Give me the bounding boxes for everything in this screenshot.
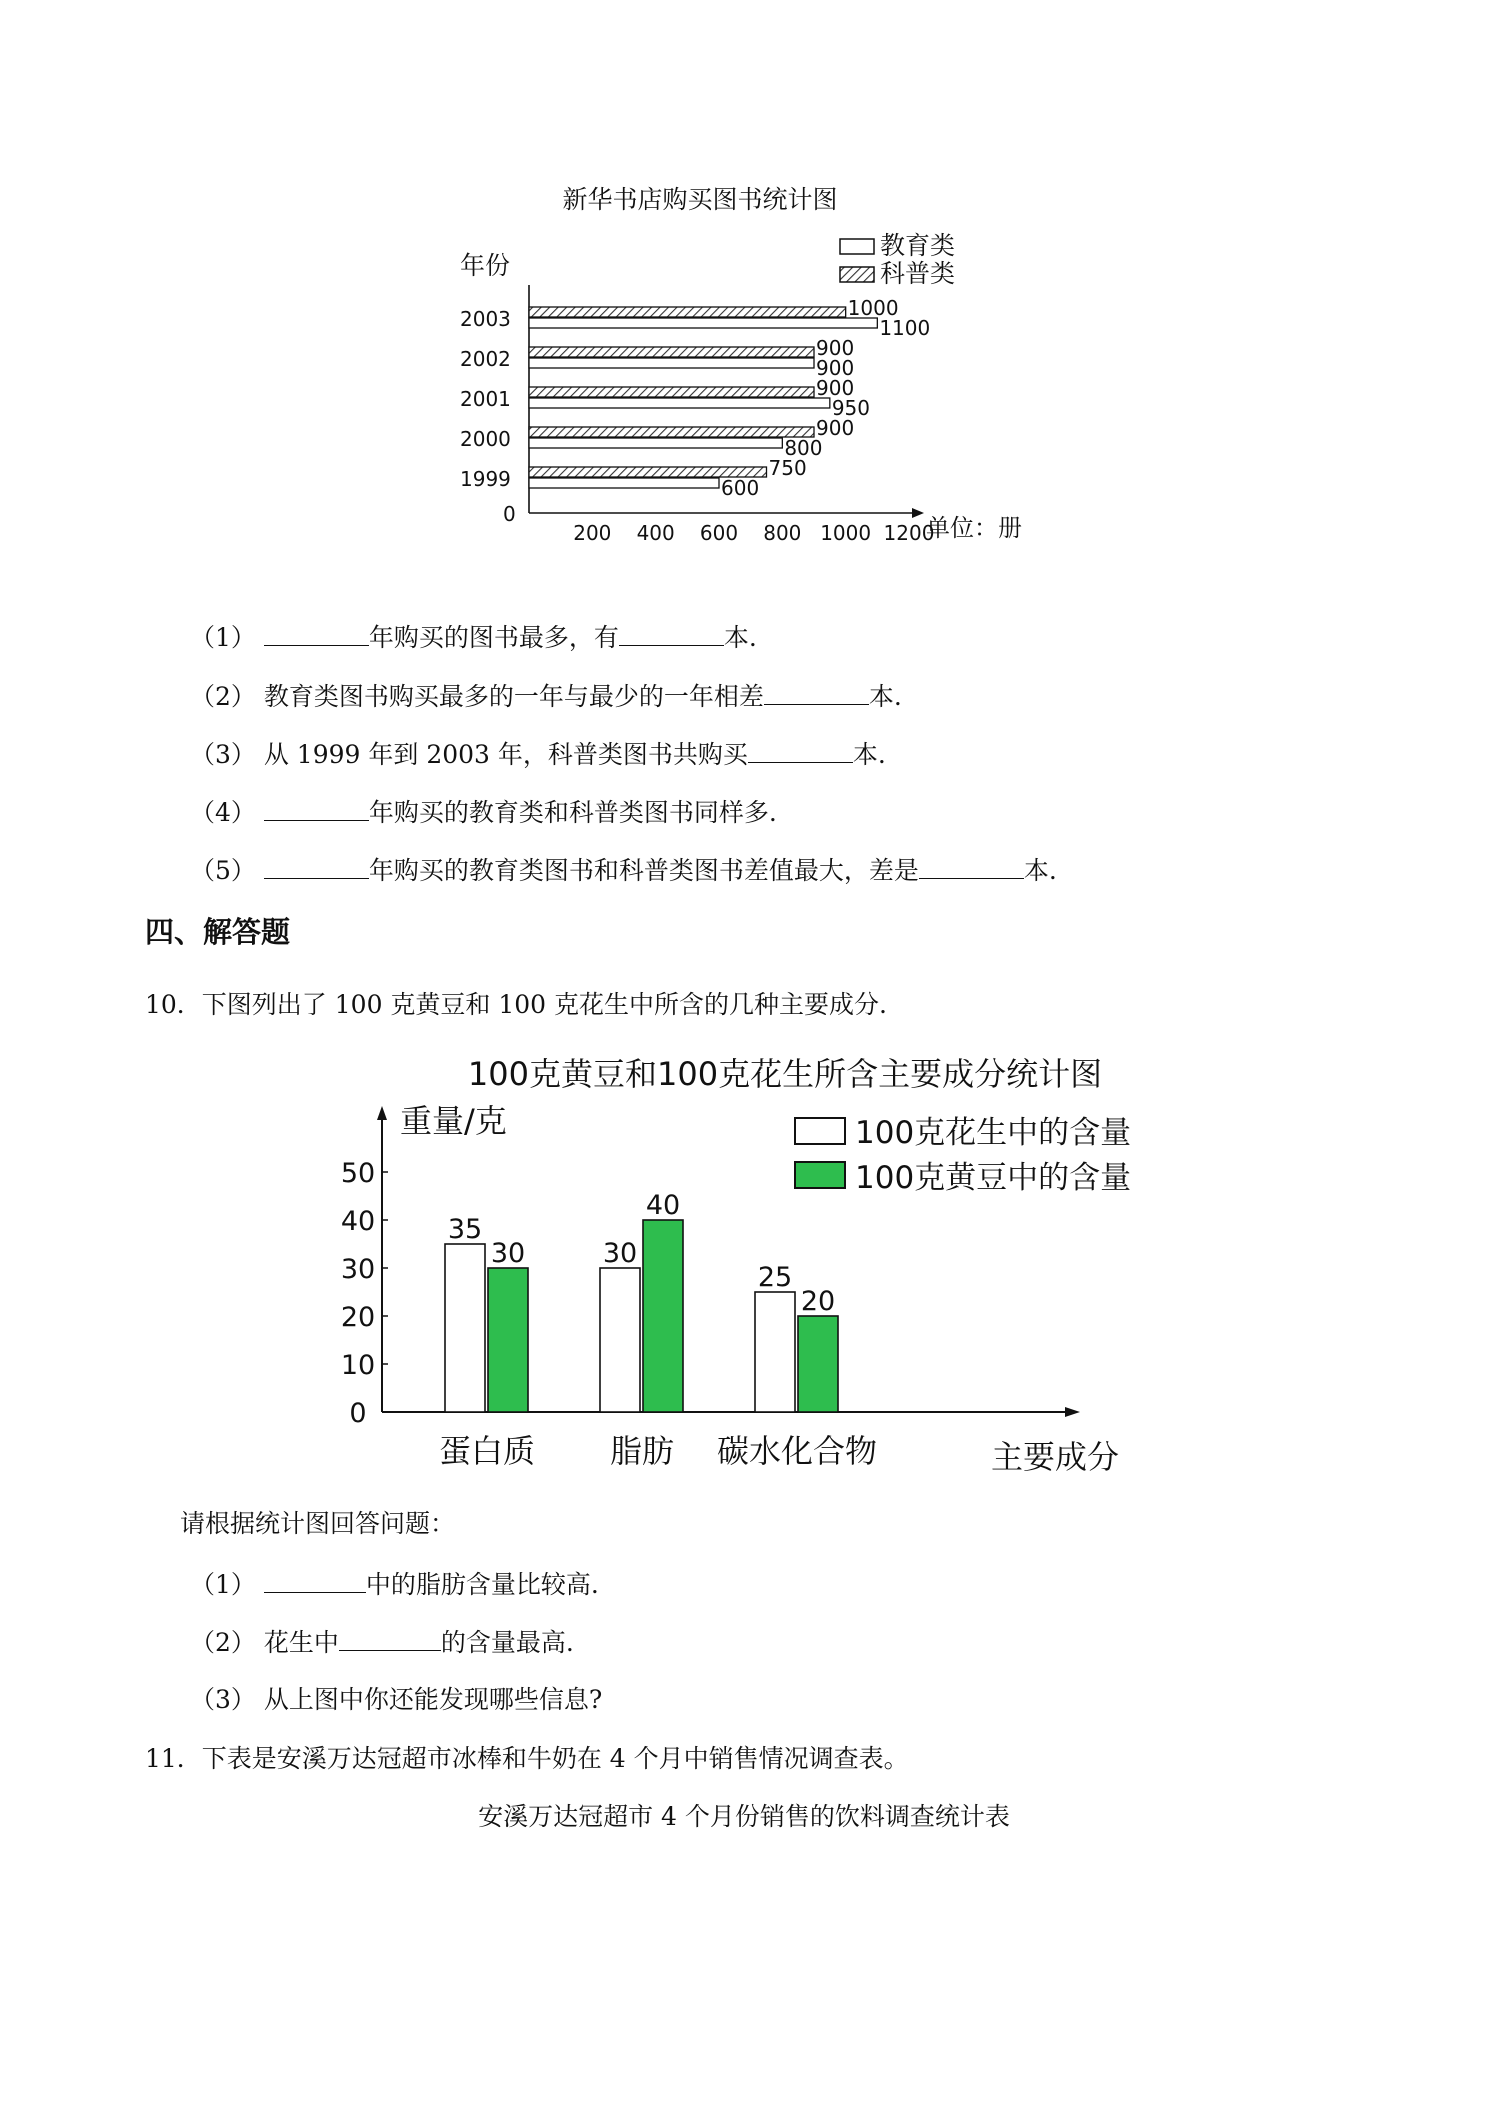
chart2-value-label-peanut: 25 (757, 1262, 793, 1293)
chart1-unit-label: 单位：册 (926, 514, 1022, 542)
chart1-bar-education (529, 478, 719, 488)
nutrient-chart (320, 1040, 1180, 1500)
chart1-x-tick: 200 (573, 521, 612, 545)
legend-education-label: 教育类 (880, 231, 956, 260)
section-title: 四、解答题 (145, 915, 291, 949)
item-number: （3） (190, 1685, 256, 1714)
legend-science-label: 科普类 (880, 259, 956, 288)
chart2-category-label: 脂肪 (609, 1432, 675, 1470)
chart1-value-label-science: 900 (816, 416, 855, 440)
chart1-x-tick: 400 (636, 521, 675, 545)
chart2-bar-soybean (643, 1220, 683, 1412)
question-10-item (190, 1566, 599, 1602)
item-text: 本. (1023, 856, 1057, 885)
chart1-category-label: 2000 (460, 427, 511, 451)
chart2-bar-peanut (445, 1244, 485, 1412)
item-number: （2） (190, 682, 256, 711)
chart2-y-tick-label: 30 (340, 1254, 376, 1285)
answer-blank[interactable] (264, 794, 369, 821)
chart2-value-label-soybean: 30 (490, 1238, 526, 1269)
chart1-x-tick: 600 (699, 521, 739, 545)
chart1-title: 新华书店购买图书统计图 (562, 185, 838, 214)
chart2-category-label: 碳水化合物 (716, 1432, 878, 1470)
item-number: （1） (190, 1570, 256, 1599)
item-number: （3） (190, 740, 256, 769)
question-11-table-title: 安溪万达冠超市 4 个月份销售的饮料调查统计表 (478, 1802, 1010, 1831)
question-10-item (190, 1624, 574, 1660)
chart1-x-tick: 1200 (883, 521, 935, 545)
chart1-category-label: 2001 (460, 387, 511, 411)
chart2-bar-soybean (488, 1268, 528, 1412)
chart2-bar-peanut (600, 1268, 640, 1412)
chart2-title: 100克黄豆和100克花生所含主要成分统计图 (467, 1055, 1103, 1093)
chart1-value-label-education: 600 (721, 476, 760, 500)
chart1-category-label: 2003 (460, 307, 511, 331)
item-text: 花生中 (263, 1628, 339, 1657)
chart1-value-label-science: 750 (768, 456, 807, 480)
question-9-item (190, 619, 757, 655)
answer-blank[interactable] (748, 736, 853, 763)
question-10-intro: 10．下图列出了 100 克黄豆和 100 克花生中所含的几种主要成分. (145, 990, 887, 1019)
chart1-origin-label: 0 (503, 502, 516, 526)
legend-peanut-label: 100克花生中的含量 (855, 1115, 1132, 1151)
chart1-value-label-education: 1100 (879, 316, 931, 340)
chart1-bar-education (529, 398, 830, 408)
chart1-bar-science (529, 427, 814, 437)
item-number: （4） (190, 798, 256, 827)
chart2-y-tick-label: 40 (340, 1206, 376, 1237)
chart2-y-axis-arrow (377, 1106, 387, 1120)
chart1-bar-science (529, 347, 814, 357)
legend-science-swatch (840, 267, 874, 282)
chart1-x-tick: 800 (763, 521, 802, 545)
answer-blank[interactable] (264, 619, 369, 646)
chart1-value-label-education: 950 (831, 396, 871, 420)
item-text: 年购买的教育类和科普类图书同样多. (368, 798, 777, 827)
chart2-value-label-peanut: 30 (602, 1238, 638, 1269)
legend-soybean-swatch (795, 1162, 845, 1188)
chart1-x-tick: 1000 (820, 521, 872, 545)
chart2-y-tick-label: 50 (340, 1158, 376, 1189)
chart2-y-tick-label: 0 (349, 1398, 367, 1429)
chart1-bar-education (529, 318, 877, 328)
chart2-y-tick-label: 10 (340, 1350, 376, 1381)
chart1-bar-science (529, 387, 814, 397)
chart2-x-axis-arrow (1065, 1407, 1080, 1417)
chart1-ylabel: 年份 (460, 251, 511, 280)
item-text: 本. (852, 740, 886, 769)
answer-blank[interactable] (764, 678, 869, 705)
chart2-category-label: 蛋白质 (438, 1432, 536, 1470)
answer-blank[interactable] (919, 852, 1024, 879)
answer-blank[interactable] (264, 852, 369, 879)
chart2-value-label-peanut: 35 (447, 1214, 483, 1245)
legend-education-swatch (840, 239, 874, 254)
legend-peanut-swatch (795, 1118, 845, 1144)
chart2-xlabel: 主要成分 (990, 1438, 1120, 1476)
item-text: 本. (723, 623, 757, 652)
item-text: 本. (868, 682, 902, 711)
question-11-intro: 11．下表是安溪万达冠超市冰棒和牛奶在 4 个月中销售情况调查表。 (145, 1744, 909, 1773)
chart1-value-label-science: 1000 (847, 296, 899, 320)
question-10-prompt: 请根据统计图回答问题： (180, 1509, 456, 1538)
item-text: 中的脂肪含量比较高. (365, 1570, 599, 1599)
item-number: （5） (190, 856, 256, 885)
item-text: 年购买的教育类图书和科普类图书差值最大，差是 (368, 856, 919, 885)
chart1-value-label-science: 900 (816, 376, 855, 400)
chart2-y-tick-label: 20 (340, 1302, 376, 1333)
question-9-item (190, 678, 902, 714)
item-text: 的含量最高. (440, 1628, 574, 1657)
item-text: 教育类图书购买最多的一年与最少的一年相差 (263, 682, 764, 711)
question-9-item (190, 794, 777, 830)
item-number: （1） (190, 623, 256, 652)
answer-blank[interactable] (619, 619, 724, 646)
chart1-bar-education (529, 358, 814, 368)
chart1-category-label: 2002 (460, 347, 511, 371)
chart1-bar-education (529, 438, 782, 448)
chart1-bar-science (529, 307, 846, 317)
chart2-ylabel: 重量/克 (400, 1102, 507, 1140)
chart1-x-axis-arrow (912, 508, 924, 518)
question-9-item (190, 736, 886, 772)
answer-blank[interactable] (264, 1566, 366, 1593)
item-text: 年购买的图书最多，有 (368, 623, 619, 652)
chart1-value-label-education: 900 (816, 356, 855, 380)
item-text: 从 1999 年到 2003 年，科普类图书共购买 (263, 740, 748, 769)
chart1-value-label-education: 800 (784, 436, 823, 460)
chart1-value-label-science: 900 (816, 336, 855, 360)
item-number: （2） (190, 1628, 256, 1657)
chart2-bar-soybean (798, 1316, 838, 1412)
question-9-item (190, 852, 1057, 888)
chart2-value-label-soybean: 20 (800, 1286, 836, 1317)
chart2-bar-peanut (755, 1292, 795, 1412)
answer-blank[interactable] (339, 1624, 441, 1651)
chart1-category-label: 1999 (460, 467, 511, 491)
item-text: 从上图中你还能发现哪些信息? (263, 1685, 603, 1714)
book-purchase-chart (440, 170, 1040, 550)
chart2-value-label-soybean: 40 (645, 1190, 681, 1221)
legend-soybean-label: 100克黄豆中的含量 (855, 1160, 1132, 1196)
question-10-item (190, 1683, 602, 1717)
